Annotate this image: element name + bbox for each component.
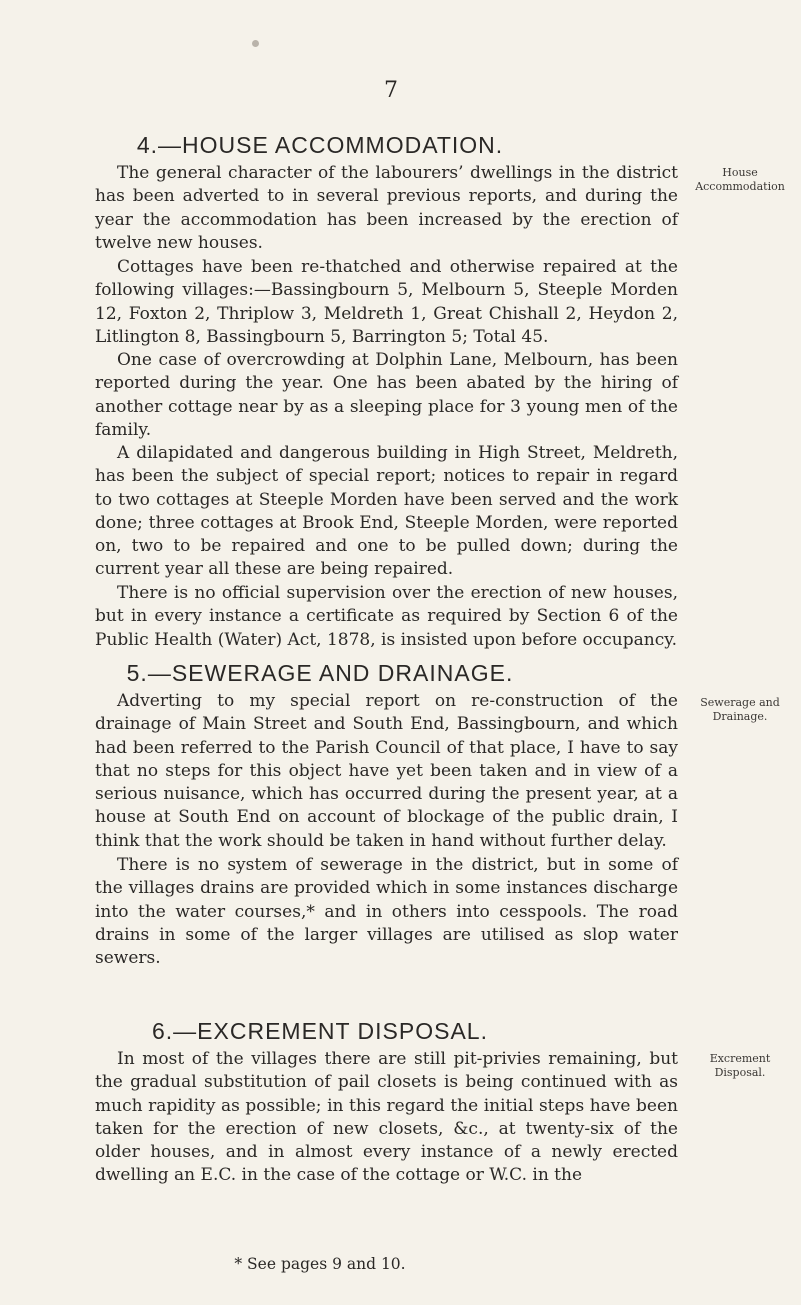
- paragraph: One case of overcrowding at Dolphin Lane, Melbourn, has been reported during the year. One has been abated by the hiring of another cottage near by as a sleeping place for 3 young men of the family.: [95, 350, 678, 440]
- margin-note-sewerage-drainage: Sewerage and Drainage.: [700, 696, 780, 723]
- ink-spot: [252, 40, 259, 47]
- margin-note-excrement-disposal: Excrement Disposal.: [709, 1052, 771, 1079]
- paragraph: There is no system of sewerage in the district, but in some of the villages drains are provided which in some instances discharge into the water courses,* and in others into cesspools. The road drains in some of the larger villages are utilised as slop water sewers.: [95, 855, 678, 969]
- section-heading-house-accommodation: 4.—HOUSE ACCOMMODATION.: [136, 132, 504, 158]
- footnote: * See pages 9 and 10.: [234, 1255, 406, 1273]
- paragraph: The general character of the labourers’ dwellings in the district has been adverted to in several previous reports, and during the year the accommodation has been increased by the erection of twelve new houses.: [95, 163, 678, 253]
- section-heading-excrement-disposal: 6.—EXCREMENT DISPOSAL.: [152, 1018, 488, 1044]
- paragraph: Adverting to my special report on re-construction of the drainage of Main Street and South End, Bassingbourn, and which had been referred to the Parish Council of that place, I have to say that no steps for this object have yet been taken and in view of a serious nuisance, which has occurred during the present year, at a house at South End on account of blockage of the public drain, I think that the work should be taken in hand without further delay.: [95, 691, 678, 851]
- paragraph: There is no official supervision over the erection of new houses, but in every instance a certificate as required by Section 6 of the Public Health (Water) Act, 1878, is insisted upon before occupancy.: [95, 583, 678, 650]
- paragraph: In most of the villages there are still pit-privies remaining, but the gradual substitution of pail closets is being continued with as much rapidity as possible; in this regard the initial steps have been taken for the erection of new closets, &c., at twenty-six of the older houses, and in almost every instance of a newly erected dwelling an E.C. in the case of the cottage or W.C. in the: [95, 1049, 678, 1186]
- paragraph: A dilapidated and dangerous building in High Street, Meldreth, has been the subject of special report; notices to repair in regard to two cottages at Steeple Morden have been served and the work done; three cottages at Brook End, Steeple Morden, were reported on, two to be repaired and one to be pulled down; during the current year all these are being repaired.: [95, 443, 678, 580]
- page-number: 7: [384, 78, 399, 103]
- section-heading-sewerage-drainage: 5.—SEWERAGE AND DRAINAGE.: [126, 660, 514, 686]
- paragraph: Cottages have been re-thatched and otherwise repaired at the following villages:—Bassingbourn 5, Melbourn 5, Steeple Morden 12, Foxton 2, Thriplow 3, Meldreth 1, Great Chishall 2, Heydon 2, Litlington 8, Bassingbourn 5, Barrington 5; Total 45.: [95, 257, 678, 347]
- margin-note-house-accommodation: House Accommodation: [695, 166, 785, 193]
